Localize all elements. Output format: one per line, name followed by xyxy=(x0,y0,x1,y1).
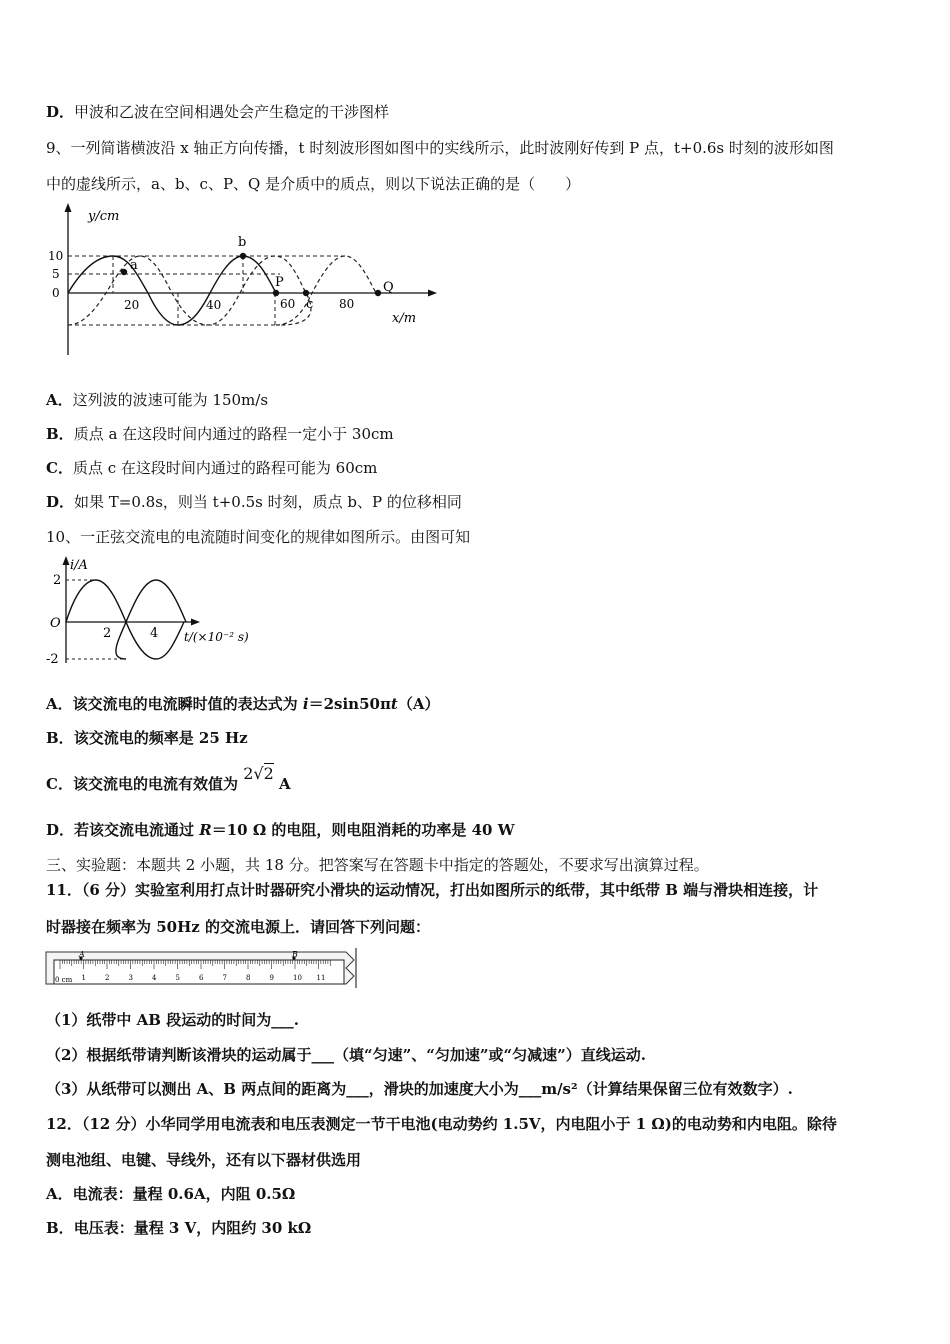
option-text-post: （A） xyxy=(397,695,440,713)
option-text: 该交流电的频率是 25 Hz xyxy=(73,729,248,747)
q10-sine-figure xyxy=(44,555,264,667)
sqrt-coef: 2 xyxy=(243,764,254,783)
q9-option-a xyxy=(46,390,268,410)
option-text-pre: 该交流电的电流瞬时值的表达式为 xyxy=(72,695,303,713)
origin-label: O xyxy=(50,616,61,631)
q12-option-b xyxy=(46,1218,311,1238)
x-tick-20: 20 xyxy=(124,298,140,312)
x-axis-arrow xyxy=(191,619,200,626)
y-axis-label: i/A xyxy=(70,558,88,573)
dashed-wave xyxy=(68,256,376,325)
option-text: 甲波和乙波在空间相遇处会产生稳定的干涉图样 xyxy=(74,103,390,121)
option-label: D． xyxy=(46,103,75,121)
q9-option-c xyxy=(46,458,377,478)
q10-option-b xyxy=(46,728,248,748)
q9-stem-line1: 9、一列简谐横波沿 x 轴正方向传播，t 时刻波形图如图中的实线所示，此时波刚好传到 P 点，t+0.6s 时刻的波形如图 xyxy=(46,139,834,157)
option-text: 这列波的波速可能为 150m/s xyxy=(72,391,269,409)
solid-wave xyxy=(68,256,276,325)
x-tick-60: 60 xyxy=(280,297,296,311)
sine-curve xyxy=(66,580,186,659)
option-label: C． xyxy=(46,775,73,793)
option-label: A． xyxy=(46,391,73,409)
q9-option-b xyxy=(46,424,394,444)
ruler-number: 1 xyxy=(81,974,86,982)
option-label: D． xyxy=(46,493,75,511)
y-tick-2: 2 xyxy=(53,573,62,588)
x-tick-2: 2 xyxy=(103,626,112,641)
x-axis-label: x/m xyxy=(392,311,417,326)
var-t: t xyxy=(390,695,398,713)
q10-option-d xyxy=(46,820,515,840)
point-b-dot xyxy=(240,253,246,259)
point-a-label: a xyxy=(130,258,138,273)
tape-point-b-label: B xyxy=(292,950,298,959)
option-text-pre: 该交流电的电流有效值为 xyxy=(72,775,238,793)
var-r: R xyxy=(199,821,212,839)
q11-sub3: （3）从纸带可以测出 A、B 两点间的距离为___，滑块的加速度大小为___m/s²（计算结果保留三位有效数字）. xyxy=(46,1080,793,1098)
x-axis-arrow xyxy=(428,290,437,297)
option-label: A． xyxy=(46,1185,73,1203)
ruler-number: 11 xyxy=(316,974,326,982)
x-tick-40: 40 xyxy=(206,298,222,312)
q8-option-d xyxy=(46,102,389,122)
sqrt-icon: √ xyxy=(253,764,264,783)
x-tick-80: 80 xyxy=(339,297,355,311)
option-text: 质点 c 在这段时间内通过的路程可能为 60cm xyxy=(72,459,378,477)
q11-tape-figure xyxy=(46,946,361,990)
q10-option-a xyxy=(46,694,440,714)
option-text: 电流表：量程 0.6A，内阻 0.5Ω xyxy=(72,1185,296,1203)
option-text: 电压表：量程 3 V，内阻约 30 kΩ xyxy=(73,1219,312,1237)
q11-sub2: （2）根据纸带请判断该滑块的运动属于___（填“匀速”、“匀加速”或“匀减速”）直线运动. xyxy=(46,1046,646,1064)
y-tick-neg2: -2 xyxy=(46,652,59,667)
point-a-dot xyxy=(121,269,127,275)
option-label: B． xyxy=(46,425,74,443)
tape-point-a-label: A xyxy=(79,950,85,959)
option-label: D． xyxy=(46,821,75,839)
ruler-number: 6 xyxy=(199,974,204,982)
x-tick-4: 4 xyxy=(150,626,159,641)
point-c-label: c xyxy=(306,297,314,312)
ruler-number: 2 xyxy=(105,974,110,982)
q12-stem-line1: 12．（12 分）小华同学用电流表和电压表测定一节干电池(电动势约 1.5V，内电阻小于 1 Ω)的电动势和内电阻。除待 xyxy=(46,1115,837,1133)
ruler-number: 4 xyxy=(152,974,157,982)
ruler-number: 10 xyxy=(293,974,302,982)
q9-wave-figure xyxy=(40,200,440,360)
sqrt-radicand: 2 xyxy=(263,764,274,783)
point-p-label: P xyxy=(275,275,284,290)
option-text: 质点 a 在这段时间内通过的路程一定小于 30cm xyxy=(73,425,394,443)
ruler-number: 7 xyxy=(222,974,227,982)
q11-stem-line2: 时器接在频率为 50Hz 的交流电源上．请回答下列问题： xyxy=(46,918,431,936)
option-label: B． xyxy=(46,1219,74,1237)
point-q-label: Q xyxy=(383,280,394,295)
x-axis-label: t/(×10⁻² s) xyxy=(184,630,249,644)
q10-stem: 10、一正弦交流电的电流随时间变化的规律如图所示。由图可知 xyxy=(46,528,471,546)
y-axis-arrow xyxy=(65,203,72,212)
sqrt-expression xyxy=(243,764,274,783)
y-axis-arrow xyxy=(63,556,70,565)
q12-option-a xyxy=(46,1184,295,1204)
ruler-number: 3 xyxy=(128,974,133,982)
option-label: C． xyxy=(46,459,73,477)
q9-option-d xyxy=(46,492,462,512)
ruler-number: 5 xyxy=(175,974,180,982)
point-c-dot xyxy=(303,290,309,296)
ruler-unit: 0 cm xyxy=(55,976,73,984)
option-text-pre: 若该交流电流通过 xyxy=(74,821,200,839)
point-b-label: b xyxy=(238,235,247,250)
option-text-mid: ＝2sin50π xyxy=(308,695,391,713)
section3-heading: 三、实验题：本题共 2 小题，共 18 分。把答案写在答题卡中指定的答题处，不要求写出演算过程。 xyxy=(46,856,709,874)
y-tick-5: 5 xyxy=(52,267,60,281)
q11-sub1: （1）纸带中 AB 段运动的时间为___. xyxy=(46,1011,299,1029)
y-axis-label: y/cm xyxy=(88,209,120,224)
ruler-number: 9 xyxy=(269,974,274,982)
q11-stem-line1: 11．（6 分）实验室利用打点计时器研究小滑块的运动情况，打出如图所示的纸带，其中纸带 B 端与滑块相连接，计 xyxy=(46,881,819,899)
point-p-dot xyxy=(273,290,279,296)
option-text-post: ＝10 Ω 的电阻，则电阻消耗的功率是 40 W xyxy=(211,821,515,839)
option-unit: A xyxy=(279,775,291,793)
q10-option-c xyxy=(46,764,291,794)
option-text: 如果 T=0.8s，则当 t+0.5s 时刻，质点 b、P 的位移相同 xyxy=(74,493,462,511)
y-tick-10: 10 xyxy=(48,249,64,263)
var-i: i xyxy=(302,695,309,713)
q9-stem-line2: 中的虚线所示，a、b、c、P、Q 是介质中的质点，则以下说法正确的是（ ） xyxy=(46,175,581,193)
point-q-dot xyxy=(375,290,381,296)
option-label: A． xyxy=(46,695,73,713)
y-tick-0: 0 xyxy=(52,286,60,300)
q12-stem-line2: 测电池组、电键、导线外，还有以下器材供选用 xyxy=(46,1151,362,1169)
ruler-number: 8 xyxy=(246,974,251,982)
option-label: B． xyxy=(46,729,74,747)
